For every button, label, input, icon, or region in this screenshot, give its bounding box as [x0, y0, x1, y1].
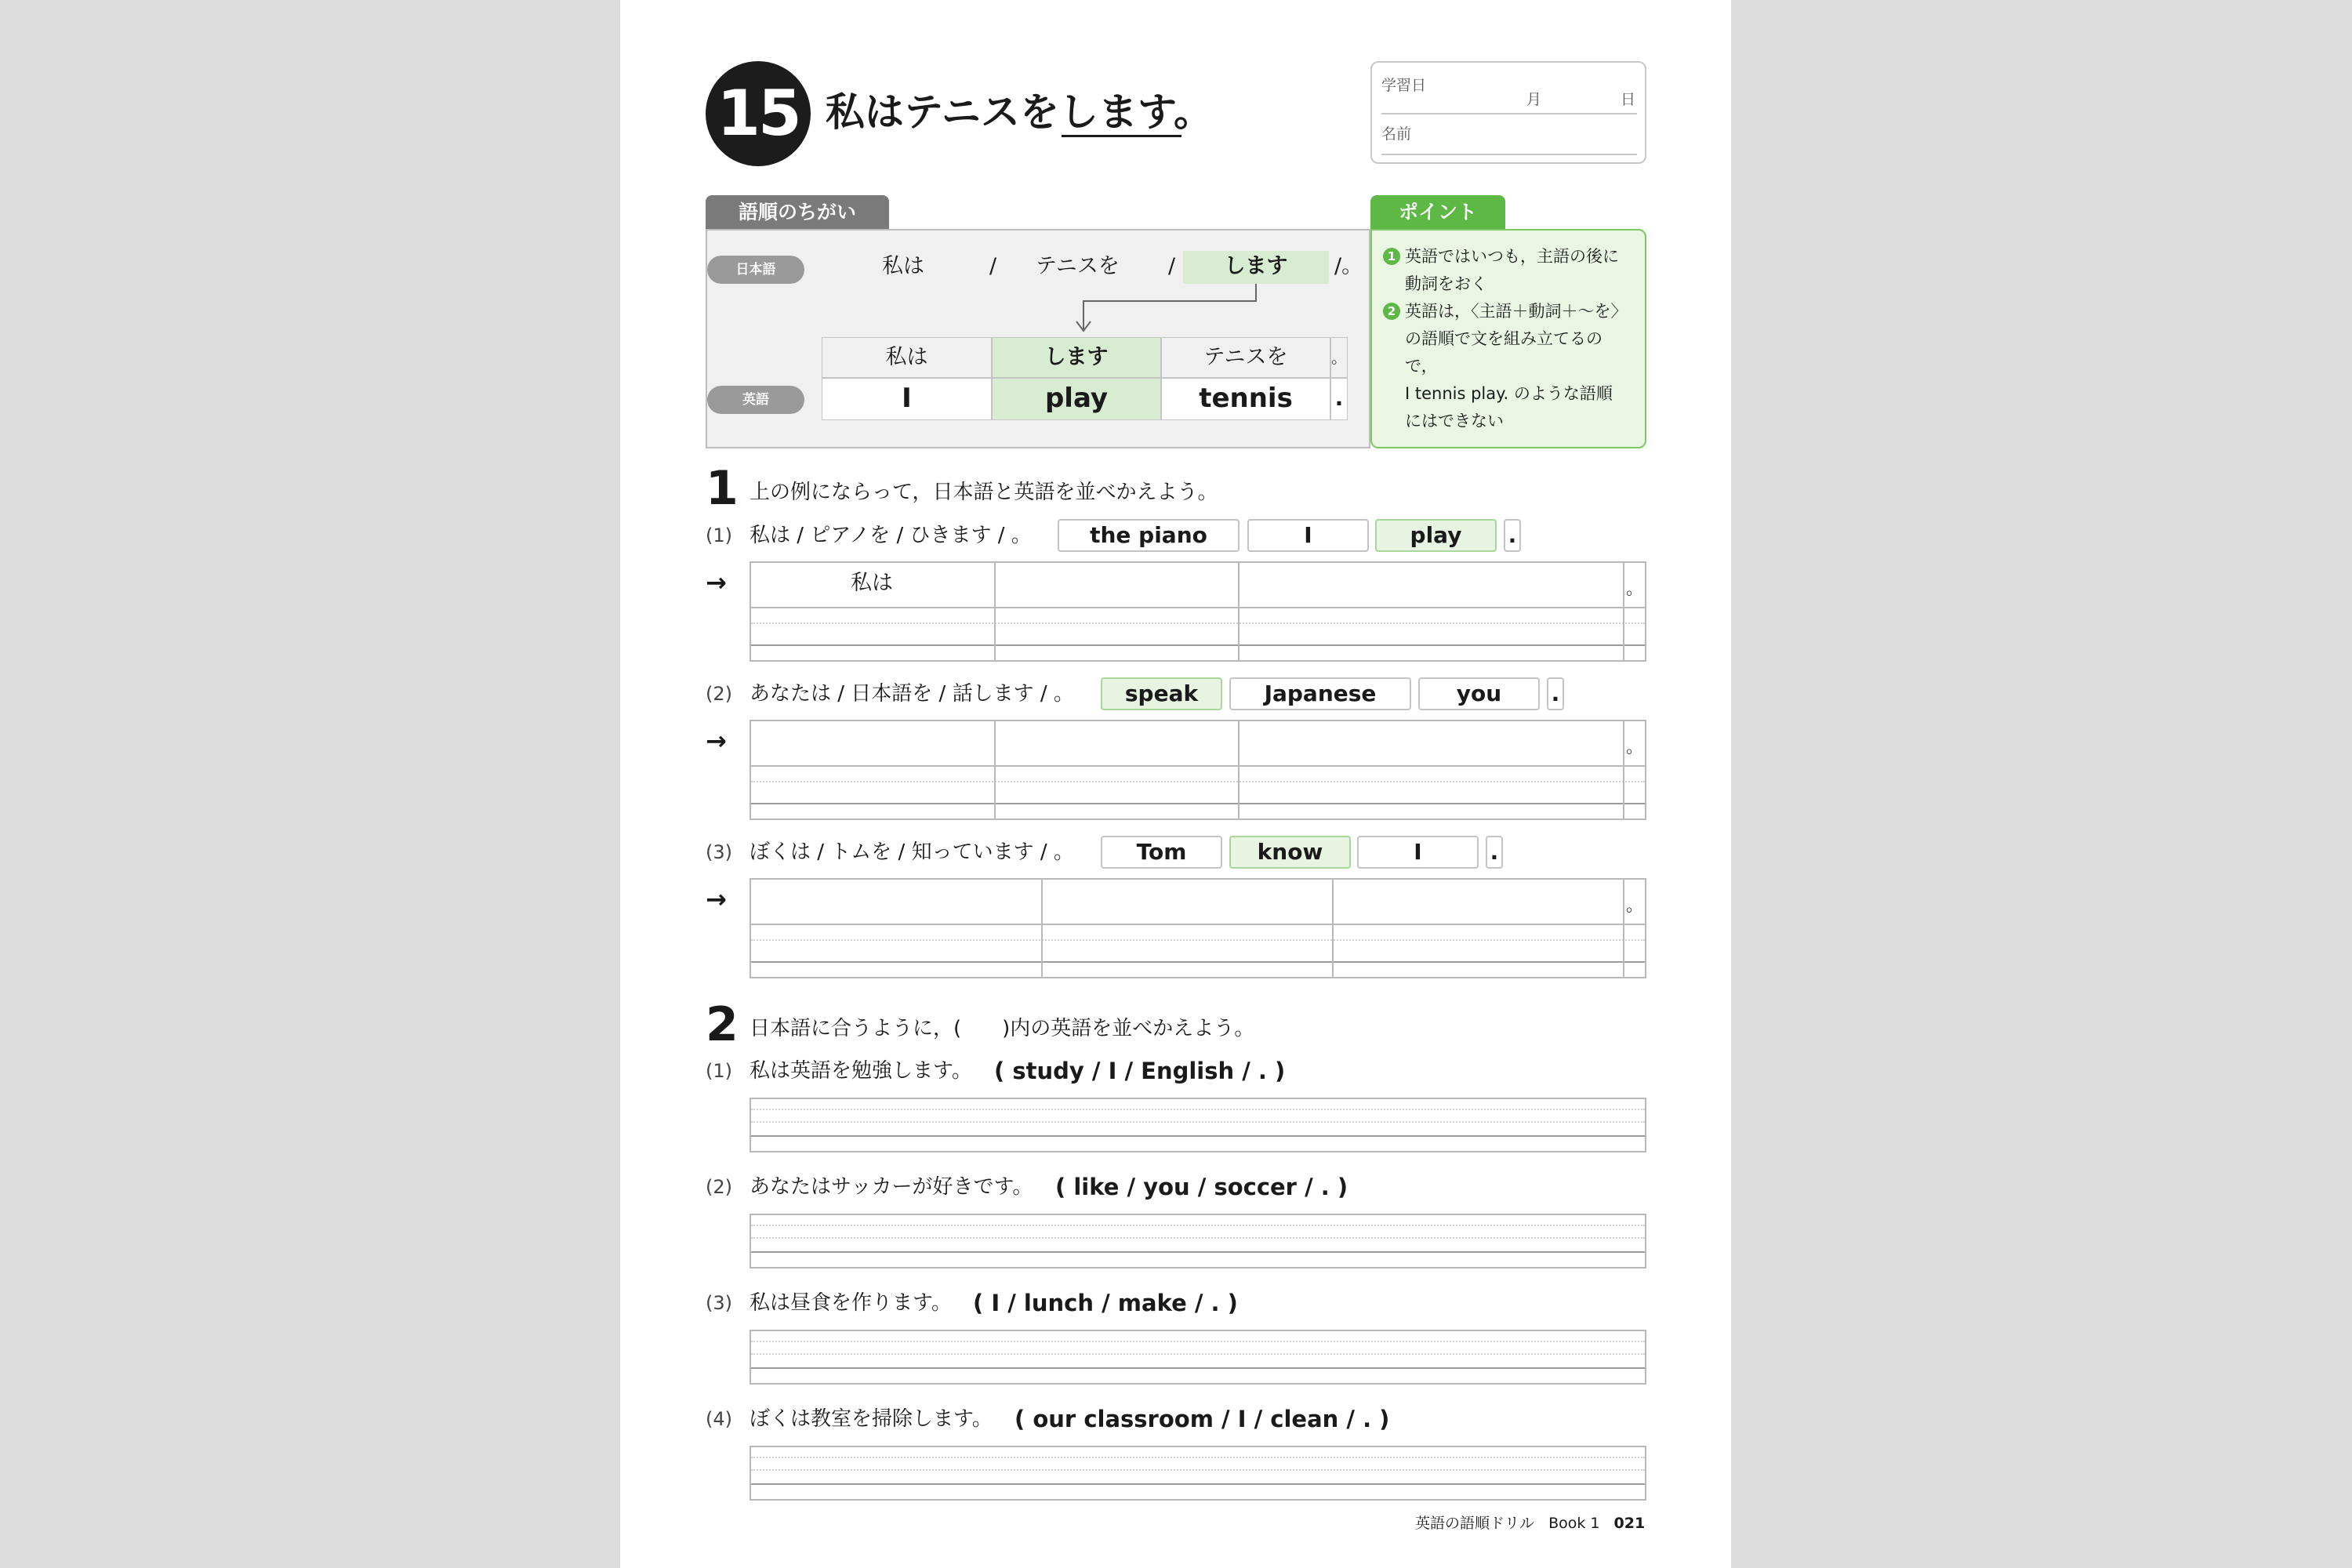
s1-q3-number: (3) [706, 841, 732, 863]
grid-en-cell-4: . [1330, 378, 1348, 420]
jp-slash: / [1168, 254, 1176, 278]
name-label: 名前 [1381, 125, 1412, 143]
s2-q4-words: ( our classroom / I / clean / . ) [1014, 1406, 1390, 1432]
period-mark: 。 [1626, 896, 1644, 916]
section-1-number: 1 [706, 461, 739, 516]
answer-divider [1623, 721, 1624, 818]
base-line [751, 961, 1645, 963]
lesson-number-badge: 15 [706, 61, 811, 166]
s2-q3-number: (3) [706, 1292, 732, 1314]
jp-word-watashiwa: 私は [882, 254, 924, 278]
title-part-2: します [1059, 89, 1174, 135]
word-chip[interactable]: I [1357, 836, 1479, 869]
s2-q2-words: ( like / you / soccer / . ) [1055, 1174, 1348, 1200]
footer-book: Book 1 [1548, 1515, 1600, 1532]
guide-line [751, 1469, 1645, 1471]
point-1-line-1: 英語ではいつも，主語の後に [1405, 247, 1619, 266]
guide-line [751, 939, 1645, 941]
jp-slash: / [989, 254, 997, 278]
s2-q3-text: 私は昼食を作ります。 [750, 1291, 952, 1315]
date-line[interactable] [1381, 113, 1637, 114]
grid-jp-cell-1: 私は [822, 337, 992, 378]
point-1-line-2: 動詞をおく [1405, 274, 1487, 293]
guide-line [751, 1457, 1645, 1458]
point-tab: ポイント [1370, 195, 1505, 230]
point-item-2 [1383, 298, 1634, 435]
grid-jp-cell-3: テニスを [1161, 337, 1330, 378]
s1-q2-text: あなたは / 日本語を / 話します / 。 [750, 682, 1074, 706]
word-chip-verb[interactable]: speak [1101, 677, 1222, 710]
word-chip-verb[interactable]: know [1229, 836, 1351, 869]
base-line [751, 644, 1645, 646]
study-date-label: 学習日 [1381, 77, 1427, 94]
answer-arrow-icon: → [706, 884, 727, 914]
s1-q1-answer-box[interactable] [750, 561, 1646, 662]
japanese-row-label: 日本語 [707, 256, 804, 284]
s2-q4-text: ぼくは教室を掃除します。 [750, 1407, 993, 1431]
page-number: 021 [1613, 1515, 1646, 1532]
answer-arrow-icon: → [706, 726, 727, 756]
grid-en-cell-2: play [992, 378, 1161, 420]
answer-divider [1238, 721, 1240, 818]
word-chip-period[interactable]: . [1547, 677, 1564, 710]
word-chip-verb[interactable]: play [1375, 519, 1497, 552]
day-label: 日 [1621, 91, 1636, 108]
base-line [751, 1367, 1645, 1369]
answer-divider [1238, 563, 1240, 660]
month-label: 月 [1526, 91, 1542, 108]
s1-q1-text: 私は / ピアノを / ひきます / 。 [750, 524, 1032, 547]
answer-divider [994, 721, 996, 818]
s2-q1-number: (1) [706, 1060, 732, 1082]
title-part-3: 。 [1174, 89, 1213, 135]
point-number-2-icon: 2 [1383, 303, 1400, 320]
grid-en-cell-3: tennis [1161, 378, 1330, 420]
guide-line [751, 1109, 1645, 1110]
base-line [751, 1483, 1645, 1485]
guide-line [751, 1353, 1645, 1355]
grid-jp-cell-2: します [992, 337, 1161, 378]
word-chip[interactable]: Tom [1101, 836, 1222, 869]
period-mark: 。 [1626, 579, 1644, 599]
answer-divider [1623, 880, 1624, 977]
guide-line [751, 1121, 1645, 1123]
grid-en-cell-1: I [822, 378, 992, 420]
s2-q4-number: (4) [706, 1408, 732, 1430]
word-chip[interactable]: the piano [1058, 519, 1240, 552]
guide-line [751, 781, 1645, 782]
word-order-box [706, 229, 1370, 448]
s2-q3-words: ( I / lunch / make / . ) [973, 1290, 1238, 1316]
s2-q2-number: (2) [706, 1176, 732, 1198]
grid-jp-cell-4: 。 [1330, 337, 1348, 378]
jp-word-shimasu: します [1224, 254, 1288, 278]
answer-divider [1332, 880, 1334, 977]
jp-word-tenisuwo: テニスを [1036, 254, 1120, 278]
footer [1415, 1512, 1645, 1533]
english-row-label: 英語 [707, 386, 804, 414]
title-underline [1062, 135, 1181, 137]
word-order-tab: 語順のちがい [706, 195, 889, 230]
answer-line [751, 765, 1645, 767]
study-info-box [1370, 61, 1646, 164]
guide-line [751, 1237, 1645, 1239]
point-2-line-4: にはできない [1405, 412, 1504, 430]
base-line [751, 803, 1645, 804]
title-part-1: 私はテニスを [826, 89, 1059, 135]
guide-line [751, 1225, 1645, 1226]
footer-book-title: 英語の語順ドリル [1415, 1515, 1535, 1532]
page-title [826, 85, 1213, 140]
point-2-line-1: 英語は，〈主語＋動詞＋〜を〉 [1405, 302, 1628, 321]
section-1-instruction: 上の例にならって，日本語と英語を並べかえよう。 [750, 481, 1218, 504]
s2-q1-text: 私は英語を勉強します。 [750, 1059, 972, 1083]
period-mark: 。 [1626, 738, 1644, 757]
word-chip[interactable]: you [1418, 677, 1540, 710]
word-chip[interactable]: Japanese [1229, 677, 1411, 710]
section-2-number: 2 [706, 997, 739, 1052]
worksheet-page [620, 0, 1731, 1568]
reorder-arrow-icon [1068, 284, 1272, 339]
name-line[interactable] [1381, 154, 1637, 155]
base-line [751, 1135, 1645, 1137]
answer-divider [994, 563, 996, 660]
word-chip[interactable]: I [1247, 519, 1369, 552]
word-chip-period[interactable]: . [1486, 836, 1503, 869]
s2-q2-text: あなたはサッカーが好きです。 [750, 1175, 1033, 1199]
point-box [1370, 229, 1646, 448]
answer-line [751, 924, 1645, 925]
answer-hint: 私は [851, 571, 893, 595]
word-chip-period[interactable]: . [1504, 519, 1521, 552]
s1-q2-number: (2) [706, 683, 732, 705]
s1-q3-answer-box[interactable] [750, 878, 1646, 978]
s1-q3-text: ぼくは / トムを / 知っています / 。 [750, 840, 1074, 864]
base-line [751, 1251, 1645, 1253]
s1-q1-number: (1) [706, 524, 732, 546]
s2-q1-answer-box[interactable] [750, 1098, 1646, 1152]
answer-divider [1623, 563, 1624, 660]
jp-end-mark: /。 [1334, 254, 1363, 278]
answer-arrow-icon: → [706, 568, 727, 597]
s2-q4-answer-box[interactable] [750, 1446, 1646, 1501]
point-2-line-2: の語順で文を組み立てるので， [1405, 329, 1602, 376]
guide-line [751, 622, 1645, 624]
point-2-line-3: I tennis play. のような語順 [1405, 384, 1613, 403]
section-2-instruction: 日本語に合うように，( )内の英語を並べかえよう。 [750, 1017, 1255, 1040]
s2-q3-answer-box[interactable] [750, 1330, 1646, 1385]
point-item-1 [1383, 243, 1634, 298]
guide-line [751, 1341, 1645, 1342]
s2-q1-words: ( study / I / English / . ) [994, 1058, 1286, 1084]
point-number-1-icon: 1 [1383, 248, 1400, 265]
answer-divider [1041, 880, 1043, 977]
s1-q2-answer-box[interactable] [750, 720, 1646, 820]
answer-line [751, 607, 1645, 608]
s2-q2-answer-box[interactable] [750, 1214, 1646, 1269]
